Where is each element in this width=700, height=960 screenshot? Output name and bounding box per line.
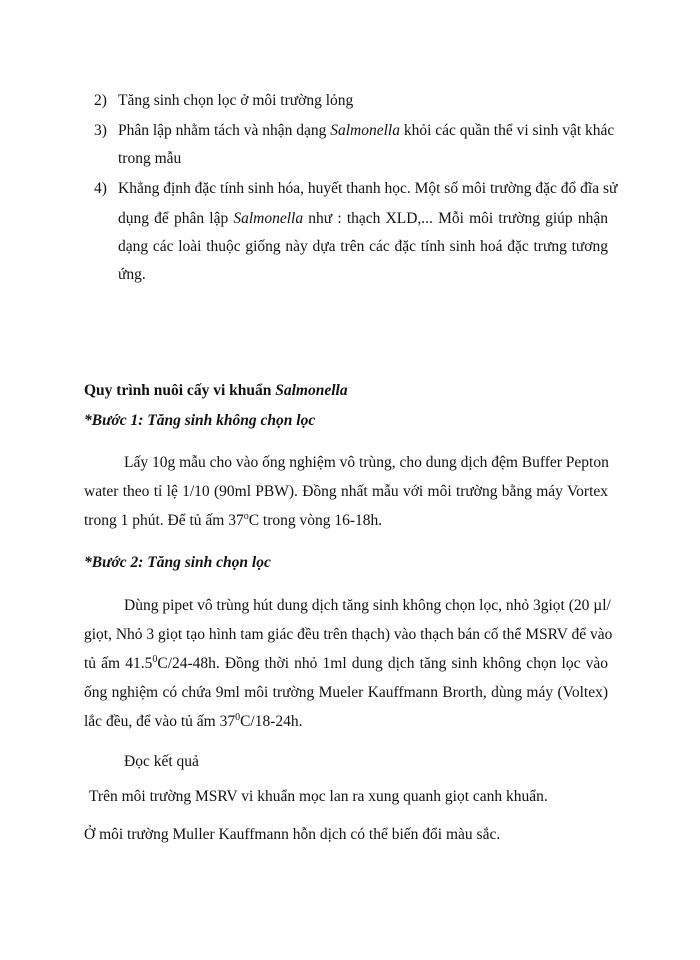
paragraph-line: tủ ấm 41.5$^0$C/24-48h. Đồng thời nhỏ 1ml dung dịch tăng sinh không chọn lọc vào [84, 654, 608, 672]
italic-term: Salmonella [275, 382, 348, 399]
paragraph-line: giọt, Nhỏ 3 giọt tạo hình tam giác đều trên thạch) vào thạch bán cố thể MSRV để vào [84, 626, 613, 643]
list-item-text: dạng các loài thuộc giống này dựa trên các đặc tính sinh hoá đặc trưng tương [118, 238, 608, 255]
list-number: 2) [94, 92, 107, 109]
paragraph-line: water theo tỉ lệ 1/10 (90ml PBW). Đồng nhất mẫu với môi trường bằng máy Vortex [84, 483, 608, 500]
list-number: 4) [94, 180, 107, 197]
paragraph-line: Ở môi trường Muller Kauffmann hỗn dịch có thể biến đổi màu sắc. [84, 826, 501, 843]
list-item-text: ứng. [118, 266, 146, 283]
italic-term: Salmonella [330, 122, 400, 139]
list-item-text: trong mẫu [118, 150, 182, 167]
paragraph-line: Dùng pipet vô trùng hút dung dịch tăng sinh không chọn lọc, nhỏ 3giọt (20 µl/ [124, 597, 611, 614]
list-item-text: Khẳng định đặc tính sinh hóa, huyết thanh học. Một số môi trường đặc đổ đĩa sử [118, 180, 618, 197]
step-heading: *Bước 2: Tăng sinh chọn lọc [84, 554, 271, 571]
paragraph-line: trong 1 phút. Để tủ ấm 37$^o$C trong vòng 16-18h. [84, 511, 383, 529]
section-title: Quy trình nuôi cấy vi khuẩn Salmonella [84, 382, 348, 399]
paragraph-line: lắc đều, để vào tủ ấm $37^0C/18-24h$. [84, 712, 303, 730]
step-heading: *Bước 1: Tăng sinh không chọn lọc [84, 412, 316, 429]
paragraph-line: Trên môi trường MSRV vi khuẩn mọc lan ra xung quanh giọt canh khuẩn. [89, 788, 548, 805]
paragraph-line: ống nghiệm có chứa 9ml môi trường Mueler Kauffmann Brorth, dùng máy (Voltex) [84, 684, 608, 701]
list-number: 3) [94, 122, 107, 139]
italic-term: Salmonella [233, 210, 304, 227]
list-item-text: dụng để phân lập Salmonella như : thạch XLD,... Mỗi môi trường giúp nhận [118, 210, 608, 227]
results-heading: Đọc kết quả [124, 753, 199, 770]
list-item-text: Phân lập nhằm tách và nhận dạng Salmonella khỏi các quần thể vi sinh vật khác [118, 122, 615, 139]
list-item-text: Tăng sinh chọn lọc ở môi trường lỏng [118, 92, 354, 109]
paragraph-line: Lấy 10g mẫu cho vào ống nghiệm vô trùng, cho dung dịch đệm Buffer Pepton [124, 454, 609, 471]
